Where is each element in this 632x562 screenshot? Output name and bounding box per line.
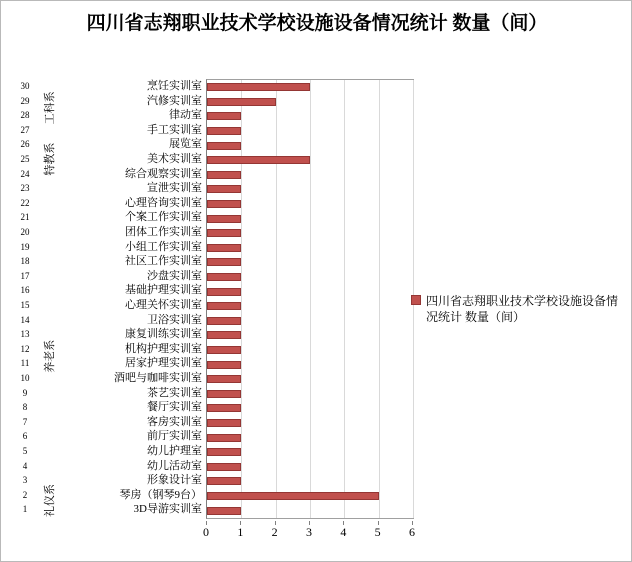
category-index-label: 18 bbox=[20, 256, 30, 267]
bar-row bbox=[207, 372, 413, 387]
category-index-label: 13 bbox=[20, 329, 30, 340]
category-index-label: 29 bbox=[20, 95, 30, 106]
bar-row bbox=[207, 416, 413, 431]
category-label: 个案工作实训室 bbox=[125, 211, 202, 224]
category-index-label: 30 bbox=[20, 81, 30, 91]
bar-row bbox=[207, 168, 413, 183]
category-label: 心理关怀实训室 bbox=[125, 299, 202, 311]
group-label: 工科系 bbox=[44, 91, 56, 125]
bar-row bbox=[207, 489, 413, 504]
category-label: 心理咨询实训室 bbox=[125, 196, 202, 209]
bar bbox=[207, 361, 241, 369]
bar bbox=[207, 171, 241, 179]
bar bbox=[207, 302, 241, 310]
bar bbox=[207, 98, 276, 106]
category-label: 客房实训室 bbox=[147, 415, 202, 428]
category-label: 幼儿护理室 bbox=[147, 445, 202, 457]
category-index-label: 14 bbox=[20, 314, 30, 325]
category-axis-labels bbox=[61, 79, 205, 519]
group-label: 特教系 bbox=[44, 142, 56, 176]
category-index-label: 4 bbox=[22, 460, 28, 471]
bar bbox=[207, 112, 241, 120]
category-label: 团体工作实训室 bbox=[125, 226, 202, 238]
bar bbox=[207, 477, 241, 485]
category-label: 社区工作实训室 bbox=[125, 255, 202, 268]
category-index-label: 3 bbox=[22, 475, 28, 486]
value-axis-label: 0 bbox=[203, 525, 209, 539]
bar-row bbox=[207, 284, 413, 299]
category-label: 3D导游实训室 bbox=[133, 503, 202, 516]
value-axis-labels bbox=[203, 521, 415, 539]
category-label: 烹饪实训室 bbox=[147, 80, 202, 92]
category-label: 康复训练实训室 bbox=[125, 328, 202, 341]
category-index-label: 2 bbox=[22, 489, 28, 500]
category-index-labels bbox=[13, 79, 37, 519]
bar-row bbox=[207, 357, 413, 372]
bar-row bbox=[207, 226, 413, 241]
category-label: 律动室 bbox=[169, 109, 202, 122]
bar bbox=[207, 200, 241, 208]
category-label: 综合观察实训室 bbox=[125, 167, 202, 180]
category-index-label: 17 bbox=[20, 270, 30, 281]
bar-row bbox=[207, 299, 413, 314]
category-label: 机构护理实训室 bbox=[125, 342, 202, 355]
bar-row bbox=[207, 430, 413, 445]
bar bbox=[207, 419, 241, 427]
bar bbox=[207, 127, 241, 135]
bar bbox=[207, 185, 241, 193]
bar bbox=[207, 83, 310, 91]
bar-row bbox=[207, 314, 413, 329]
bar bbox=[207, 142, 241, 150]
bar bbox=[207, 258, 241, 266]
category-index-label: 5 bbox=[22, 446, 28, 456]
bar-row bbox=[207, 503, 413, 518]
category-index-label: 22 bbox=[20, 197, 30, 208]
bar bbox=[207, 404, 241, 412]
bar-row bbox=[207, 138, 413, 153]
chart-title: 四川省志翔职业技术学校设施设备情况统计 数量（间） bbox=[86, 13, 548, 34]
bar-row bbox=[207, 124, 413, 139]
bar bbox=[207, 346, 241, 354]
category-index-label: 23 bbox=[20, 183, 30, 194]
category-label: 茶艺实训室 bbox=[147, 386, 202, 399]
bar-row bbox=[207, 445, 413, 460]
category-label: 汽修实训室 bbox=[147, 94, 202, 107]
category-index-label: 26 bbox=[20, 139, 30, 150]
category-label: 基础护理实训室 bbox=[125, 284, 202, 297]
bar-row bbox=[207, 211, 413, 226]
bar-row bbox=[207, 255, 413, 270]
bar bbox=[207, 229, 241, 237]
bar bbox=[207, 507, 241, 515]
group-label: 礼仪系 bbox=[44, 484, 56, 517]
legend-swatch bbox=[411, 295, 421, 305]
bar bbox=[207, 492, 379, 500]
category-index-label: 1 bbox=[22, 504, 28, 515]
bar-row bbox=[207, 197, 413, 212]
bar bbox=[207, 215, 241, 223]
bar-row bbox=[207, 401, 413, 416]
category-index-label: 6 bbox=[22, 431, 28, 442]
plot-area bbox=[206, 79, 414, 519]
bar-row bbox=[207, 460, 413, 475]
value-axis-label: 6 bbox=[409, 525, 415, 539]
category-label: 卫浴实训室 bbox=[147, 313, 202, 326]
category-label: 前厅实训室 bbox=[147, 430, 202, 443]
category-index-label: 25 bbox=[20, 154, 30, 164]
bar-row bbox=[207, 182, 413, 197]
category-label: 居家护理实训室 bbox=[125, 357, 202, 370]
category-label: 手工实训室 bbox=[147, 123, 202, 136]
bar bbox=[207, 463, 241, 471]
bar-row bbox=[207, 241, 413, 256]
bar-row bbox=[207, 328, 413, 343]
bar-series bbox=[207, 80, 413, 518]
bar bbox=[207, 434, 241, 442]
value-axis-label: 5 bbox=[374, 525, 381, 539]
category-label: 宣泄实训室 bbox=[147, 182, 202, 195]
category-index-label: 27 bbox=[20, 124, 30, 135]
category-label: 美术实训室 bbox=[147, 153, 202, 165]
value-axis-label: 3 bbox=[306, 525, 312, 539]
bar bbox=[207, 288, 241, 296]
category-index-label: 19 bbox=[20, 241, 30, 252]
bar-row bbox=[207, 270, 413, 285]
category-label: 餐厅实训室 bbox=[147, 401, 202, 414]
bar bbox=[207, 156, 310, 164]
bar-row bbox=[207, 95, 413, 110]
category-index-label: 28 bbox=[20, 110, 30, 121]
bar bbox=[207, 317, 241, 325]
category-label: 展览室 bbox=[169, 138, 202, 151]
category-label: 形象设计室 bbox=[147, 474, 202, 487]
category-index-label: 12 bbox=[20, 343, 30, 354]
category-index-label: 16 bbox=[20, 285, 30, 296]
category-index-label: 7 bbox=[22, 416, 28, 427]
bar-row bbox=[207, 343, 413, 358]
category-index-label: 20 bbox=[20, 227, 30, 237]
bar bbox=[207, 273, 241, 281]
category-index-label: 21 bbox=[20, 212, 30, 223]
bar-row bbox=[207, 474, 413, 489]
value-axis-label: 4 bbox=[340, 525, 347, 539]
bar bbox=[207, 244, 241, 252]
category-label: 琴房（钢琴9台） bbox=[119, 488, 202, 501]
bar bbox=[207, 448, 241, 456]
category-index-label: 9 bbox=[22, 387, 28, 398]
category-index-label: 11 bbox=[20, 358, 30, 369]
bar-row bbox=[207, 387, 413, 402]
bar bbox=[207, 375, 241, 383]
value-axis-label: 2 bbox=[271, 525, 278, 539]
bar bbox=[207, 331, 241, 339]
category-label: 酒吧与咖啡实训室 bbox=[114, 372, 202, 384]
bar-row bbox=[207, 80, 413, 95]
category-index-label: 15 bbox=[20, 300, 30, 310]
category-label: 幼儿活动室 bbox=[147, 459, 202, 472]
legend-label: 四川省志翔职业技术学校设施设备情况统计 数量（间） bbox=[426, 294, 619, 324]
value-axis-label: 1 bbox=[237, 525, 244, 539]
category-index-label: 10 bbox=[20, 373, 30, 383]
category-label: 小组工作实训室 bbox=[125, 240, 202, 253]
legend bbox=[411, 293, 621, 325]
bar bbox=[207, 390, 241, 398]
bar-row bbox=[207, 109, 413, 124]
category-index-label: 24 bbox=[20, 168, 30, 179]
category-label: 沙盘实训室 bbox=[147, 269, 202, 282]
category-index-label: 8 bbox=[22, 402, 28, 413]
group-label: 养老系 bbox=[44, 339, 56, 373]
bar-row bbox=[207, 153, 413, 168]
